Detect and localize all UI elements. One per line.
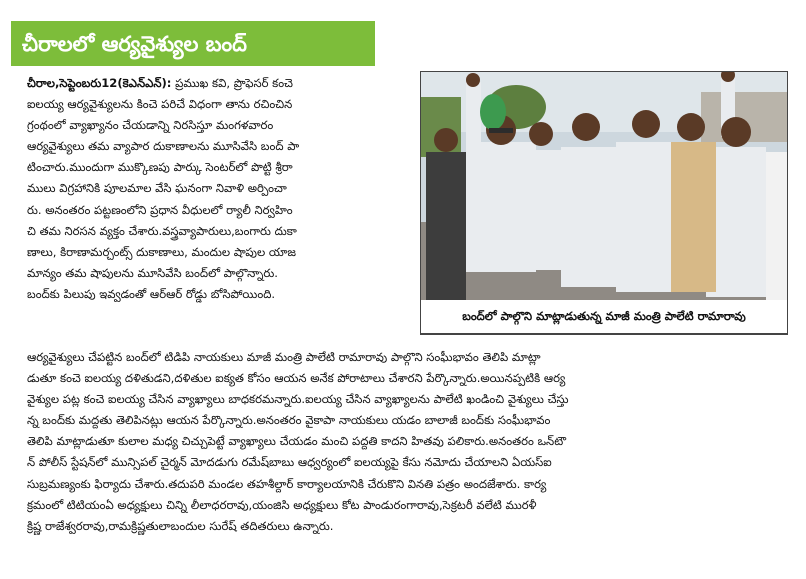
photo-caption: బంద్‌లో పాల్గొని మాట్లాడుతున్న మాజీ మంత్రి పాలేటి రామారావు bbox=[420, 300, 788, 334]
article-line: ణాలు, కిరాణామర్చంట్స్ దుకాణాలు, మందుల షాపుల యాజ bbox=[27, 244, 296, 259]
article-line bbox=[27, 73, 417, 94]
news-photo bbox=[420, 71, 788, 335]
protest-crowd-photo bbox=[421, 72, 787, 302]
dateline: చీరాల,సెప్టెంబరు12(కెఎన్ఎన్): bbox=[27, 76, 172, 90]
article-line: టించారు.ముందుగా ముక్కొణపు పార్కు సెంటర్‌లో పొట్టి శ్రీరా bbox=[27, 160, 293, 175]
article-line: డుతూ కంచె ఐలయ్య దళితుడని,దళితుల ఐక్యత కోసం ఆయన అనేక పోరాటాలు చేశారని పేర్కొన్నారు.అయినప్పటికి ఆర్య bbox=[27, 371, 566, 386]
article-line: క్రమంలో టిటియంఏ అధ్యక్షులు చిన్ని లీలాధరరావు,యంజిసి అధ్యక్షులు కోట పాండురంగారావు,సెక్రటరీ వలేటి మురళీ bbox=[27, 497, 537, 512]
article-body-wide bbox=[27, 347, 797, 537]
article-line: వైశ్యుల పట్ల కంచె ఐలయ్య చేసిన వ్యాఖ్యాలు బాధకరమన్నారు.ఐలయ్య చేసిన వ్యాఖ్యాలను పాలేటి ఖండించి వైశ్యులు చేస్తు bbox=[27, 392, 569, 407]
article-line: న్ పోలీస్ స్టేషన్‌లో మున్సిపల్ చైర్మన్ మోదడుగు రమేష్‌బాబు ఆధ్వర్యంలో ఐలయ్యపై కేసు నమోదు చేయాలని ఏయస్‌ఐ bbox=[27, 455, 552, 470]
article-line: ఐలయ్య ఆర్యవైశ్యులను కించె పరిచే విధంగా తాను రచించిన bbox=[27, 97, 293, 112]
article-line-text: ప్రముఖ కవి, ప్రొఫెసర్ కంచె bbox=[175, 76, 293, 90]
article-line: బంద్‌కు పిలుపు ఇవ్వడంతో ఆర్ఆర్ రోడ్డు బోసిపోయింది. bbox=[27, 286, 276, 301]
article-body-column bbox=[27, 73, 417, 305]
article-line: న్న బంద్‌కు మద్దతు తెలిపినట్లు ఆయన పేర్కొన్నారు.అనంతరం వైకాపా నాయకులు యడం బాలాజీ బంద్‌కు సంఘీభావం bbox=[27, 413, 551, 428]
article-line: ఆర్యవైశ్యులు తమ వ్యాపార దుకాణాలను మూసివేసి బంద్ పా bbox=[27, 139, 300, 154]
article-line: రు. అనంతరం పట్టణంలోని ప్రధాన వీధులలో ర్యాలీ నిర్వహిం bbox=[27, 202, 293, 217]
article-line: గ్రంథంలో వ్యాఖ్యానం చేయడాన్ని నిరసిస్తూ మంగళవారం bbox=[27, 118, 274, 133]
article-line: ఆర్యవైశ్యులు చేపట్టిన బంద్‌లో టిడిపి నాయకులు మాజీ మంత్రి పాలేటి రామారావు పాల్గొని సంఘీభావం తెలిపి మాట్లా bbox=[27, 350, 541, 364]
article-line: క్రిష్ణ రాజేశ్వరరావు,రామక్రిష్ణతులాబందుల సురేష్ తదితరులు ఉన్నారు. bbox=[27, 518, 334, 533]
headline: చీరాలలో ఆర్యవైశ్యుల బంద్ bbox=[22, 32, 247, 56]
article-line: మాన్యం తమ షాపులను మూసివేసి బంద్‌లో పాల్గొన్నారు. bbox=[27, 265, 278, 280]
article-line: తెలిపి మాట్లాడుతూ కులాల మధ్య చిచ్చుపెట్టే వ్యాఖ్యాలు చేయడం మంచి పద్దతి కాదని హితవు పలికారు.అనంతరం ఒన్‌టౌ bbox=[27, 434, 566, 449]
article-line: ములు విగ్రహానికి పూలమాల వేసి ఘనంగా నివాళి అర్పించా bbox=[27, 181, 287, 196]
article-line: సుబ్రమణ్యంకు ఫిర్యాదు చేశారు.తదుపరి మండల తహశీల్దార్ కార్యాలయానికి చేరుకొని వినతి పత్రం అందజేశారు. కార్య bbox=[27, 476, 547, 491]
article-line: చి తమ నిరసన వ్యక్తం చేశారు.వస్త్రవ్యాపారులు,బంగారు దుకా bbox=[27, 223, 297, 238]
